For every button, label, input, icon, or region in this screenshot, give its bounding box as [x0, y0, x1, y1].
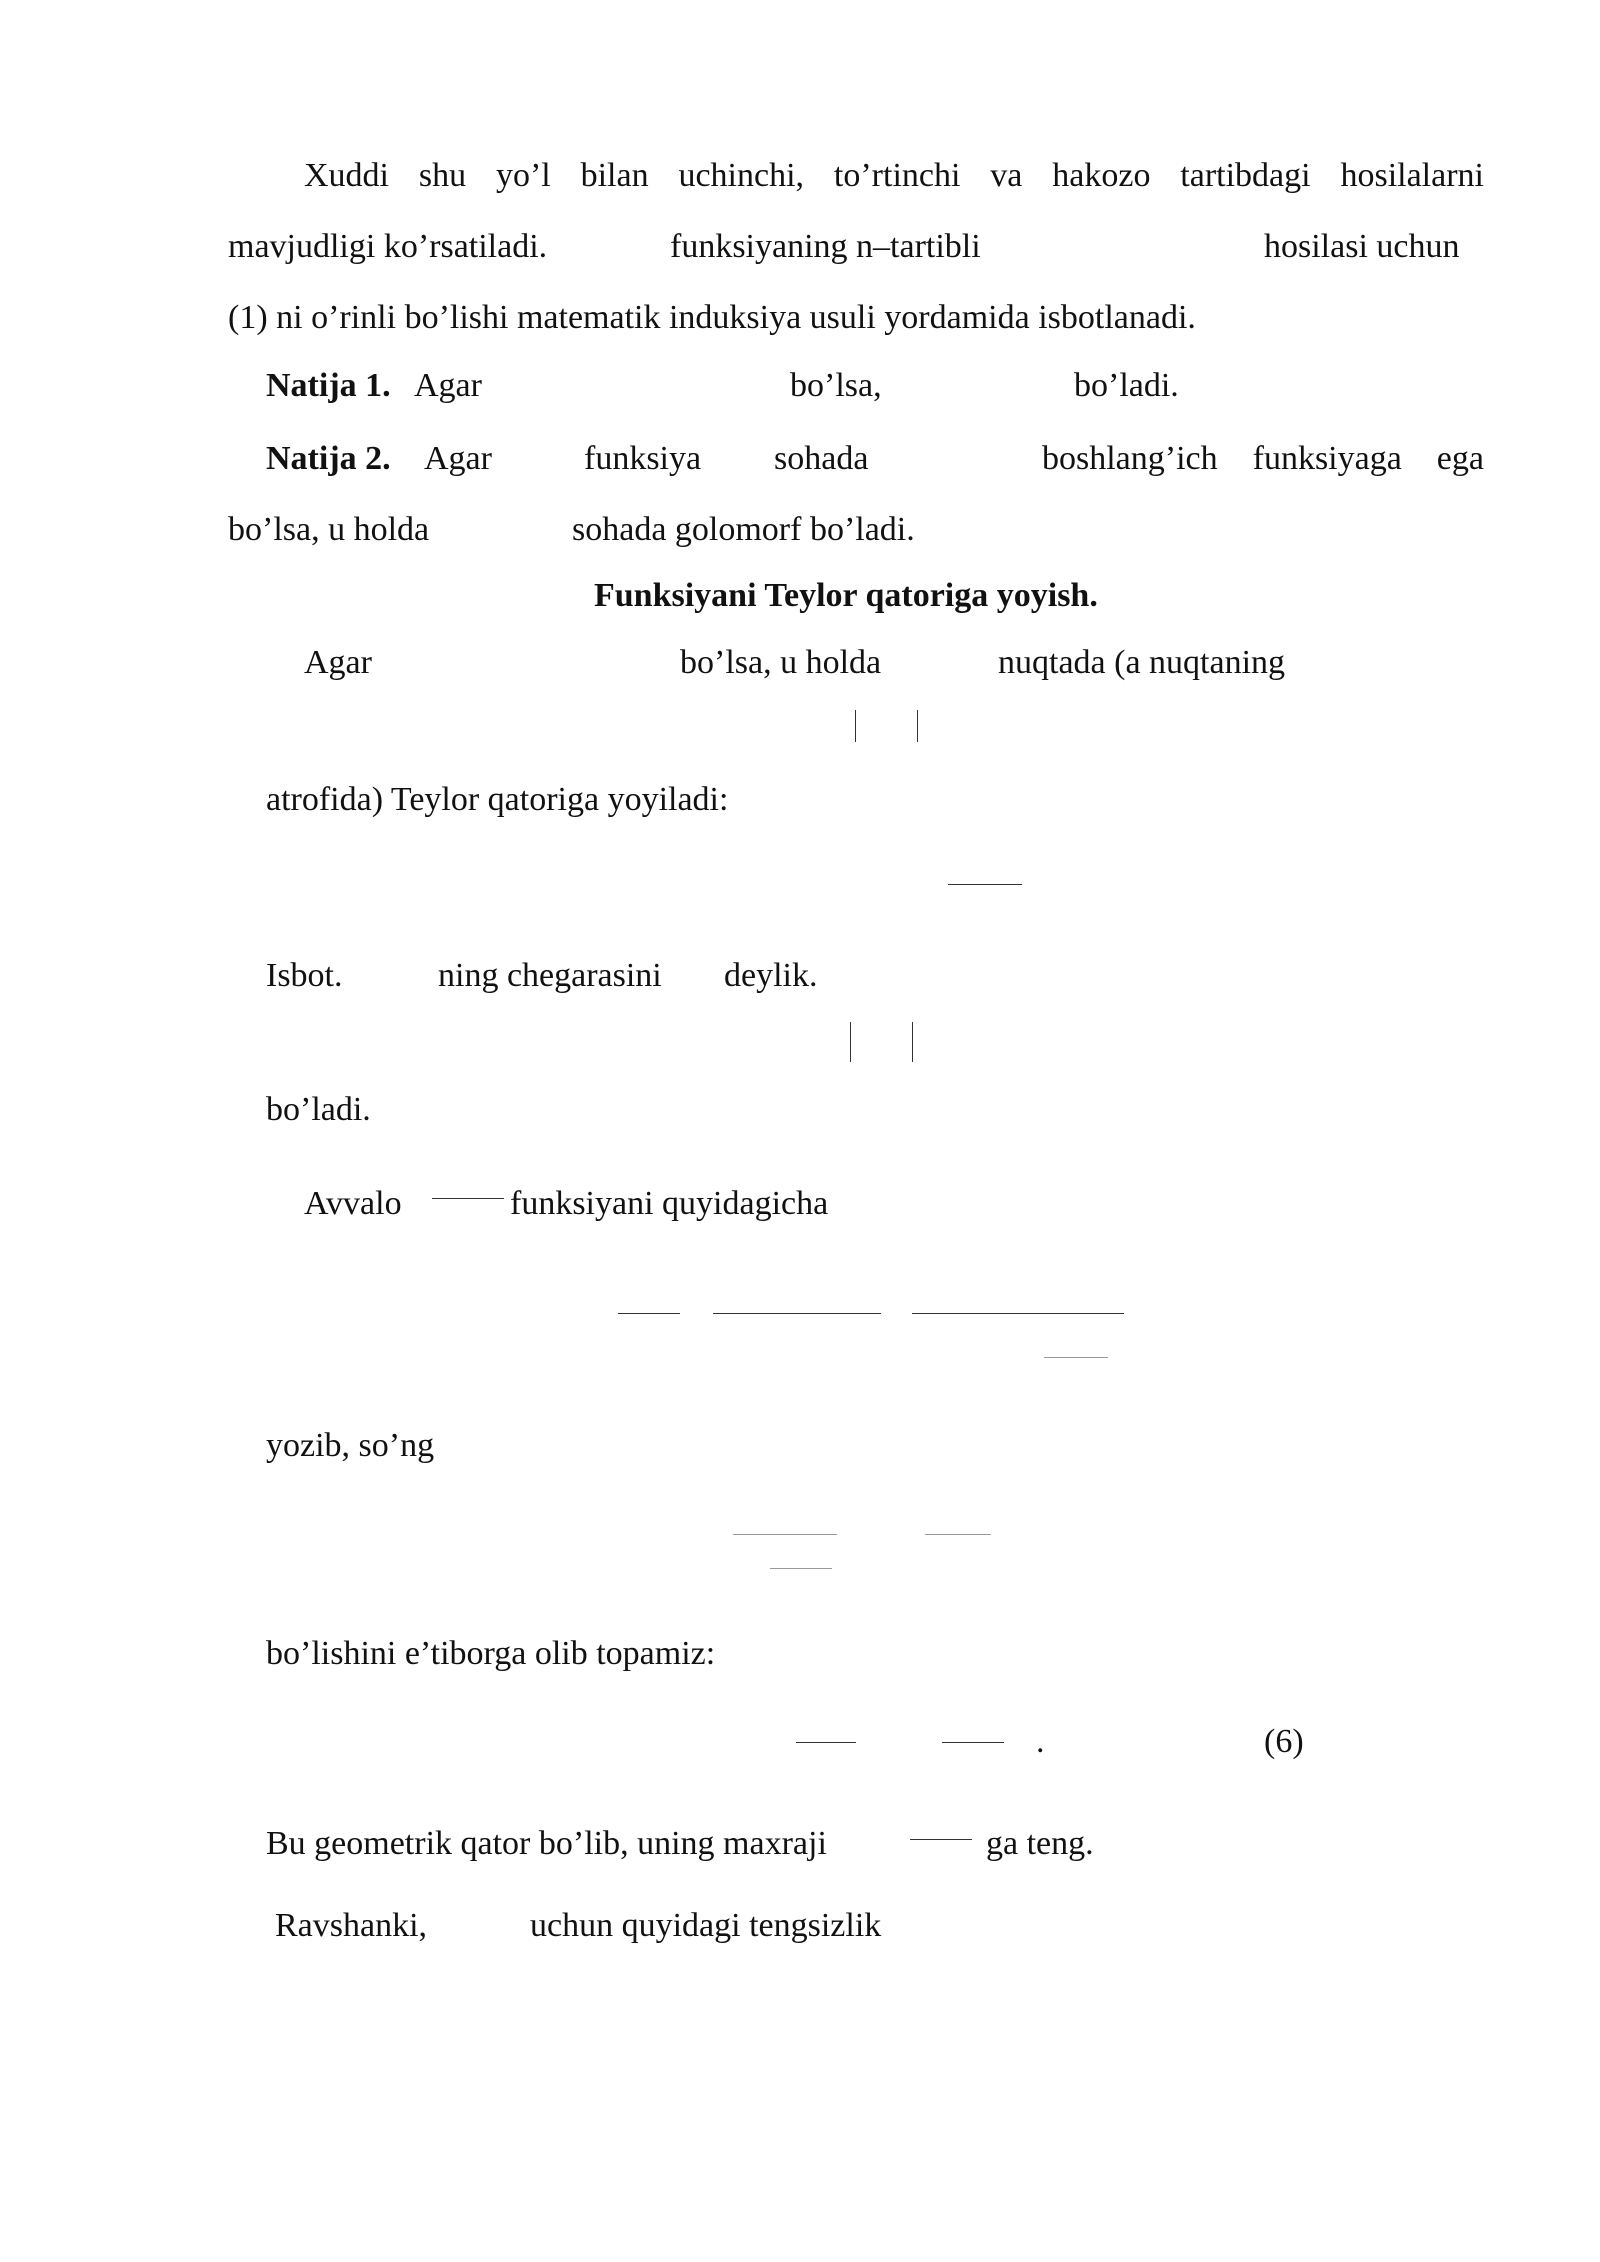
abs-bar-right	[912, 1022, 913, 1062]
geometrik-text-b: ga teng.	[986, 1825, 1094, 1862]
natija-2-label: Natija 2.	[266, 440, 391, 477]
bolishini-text: bo’lishini e’tiborga olib topamiz:	[266, 1635, 716, 1672]
natija-2-line-2-b: sohada golomorf bo’ladi.	[572, 511, 915, 548]
teylor-text-c: nuqtada (a nuqtaning	[998, 644, 1286, 681]
natija-2-line-2-a: bo’lsa, u holda	[228, 511, 430, 548]
paragraph-line-3: (1) ni o’rinli bo’lishi matematik induksiya usuli yordamida isbotlanadi.	[228, 299, 1196, 336]
fraction-bar	[796, 1742, 856, 1743]
section-heading: Funksiyani Teylor qatoriga yoyish.	[594, 577, 1098, 614]
fraction-bar	[733, 1534, 837, 1535]
fraction-bar	[618, 1313, 680, 1314]
teylor-text-b: bo’lsa, u holda	[680, 644, 882, 681]
abs-bar-left	[855, 710, 856, 742]
paragraph-line-2-part-a: mavjudligi ko’rsatiladi.	[228, 228, 548, 265]
fraction-bar	[910, 1839, 972, 1840]
natija-1-text-a: Agar	[414, 367, 482, 404]
natija-2-text-c: sohada	[774, 440, 869, 477]
fraction-bar	[912, 1313, 1124, 1314]
natija-1-label: Natija 1.	[266, 367, 391, 404]
paragraph-line-2-part-c: hosilasi uchun	[1264, 228, 1460, 265]
fraction-bar	[948, 884, 1022, 885]
isbot-label: Isbot.	[266, 957, 343, 994]
abs-bar-left	[850, 1022, 851, 1062]
fraction-bar	[713, 1313, 881, 1314]
natija-2-text-b: funksiya	[584, 440, 702, 477]
fraction-bar	[942, 1742, 1004, 1743]
avvalo-text-b: funksiyani quyidagicha	[510, 1185, 829, 1222]
yozib-text: yozib, so’ng	[266, 1427, 435, 1464]
geometrik-text-a: Bu geometrik qator bo’lib, uning maxraji	[266, 1825, 827, 1862]
isbot-text-c: deylik.	[724, 957, 818, 994]
teylor-line-2: atrofida) Teylor qatoriga yoyiladi:	[266, 781, 729, 818]
natija-2-text-a: Agar	[424, 440, 492, 477]
fraction-bar	[770, 1568, 832, 1569]
natija-1-text-c: bo’ladi.	[1074, 367, 1179, 404]
abs-bar-right	[917, 710, 918, 742]
teylor-text-a: Agar	[304, 644, 372, 681]
equation-period: .	[1036, 1723, 1045, 1760]
fraction-bar	[1044, 1357, 1108, 1358]
equation-number: (6)	[1264, 1723, 1304, 1760]
paragraph-line-2-part-b: funksiyaning n–tartibli	[670, 228, 981, 265]
boladi-text: bo’ladi.	[266, 1091, 371, 1128]
avvalo-text-a: Avvalo	[304, 1185, 402, 1222]
ravshanki-text-a: Ravshanki,	[275, 1907, 428, 1944]
fraction-bar	[925, 1534, 991, 1535]
ravshanki-text-b: uchun quyidagi tengsizlik	[530, 1907, 882, 1944]
natija-2-text-d: boshlang’ich funksiyaga ega	[1042, 440, 1484, 477]
paragraph-line-1: Xuddi shu yo’l bilan uchinchi, to’rtinchi va hakozo tartibdagi hosilalarni	[304, 157, 1484, 194]
isbot-text-b: ning chegarasini	[438, 957, 662, 994]
natija-1-text-b: bo’lsa,	[790, 367, 882, 404]
fraction-bar	[432, 1198, 504, 1199]
